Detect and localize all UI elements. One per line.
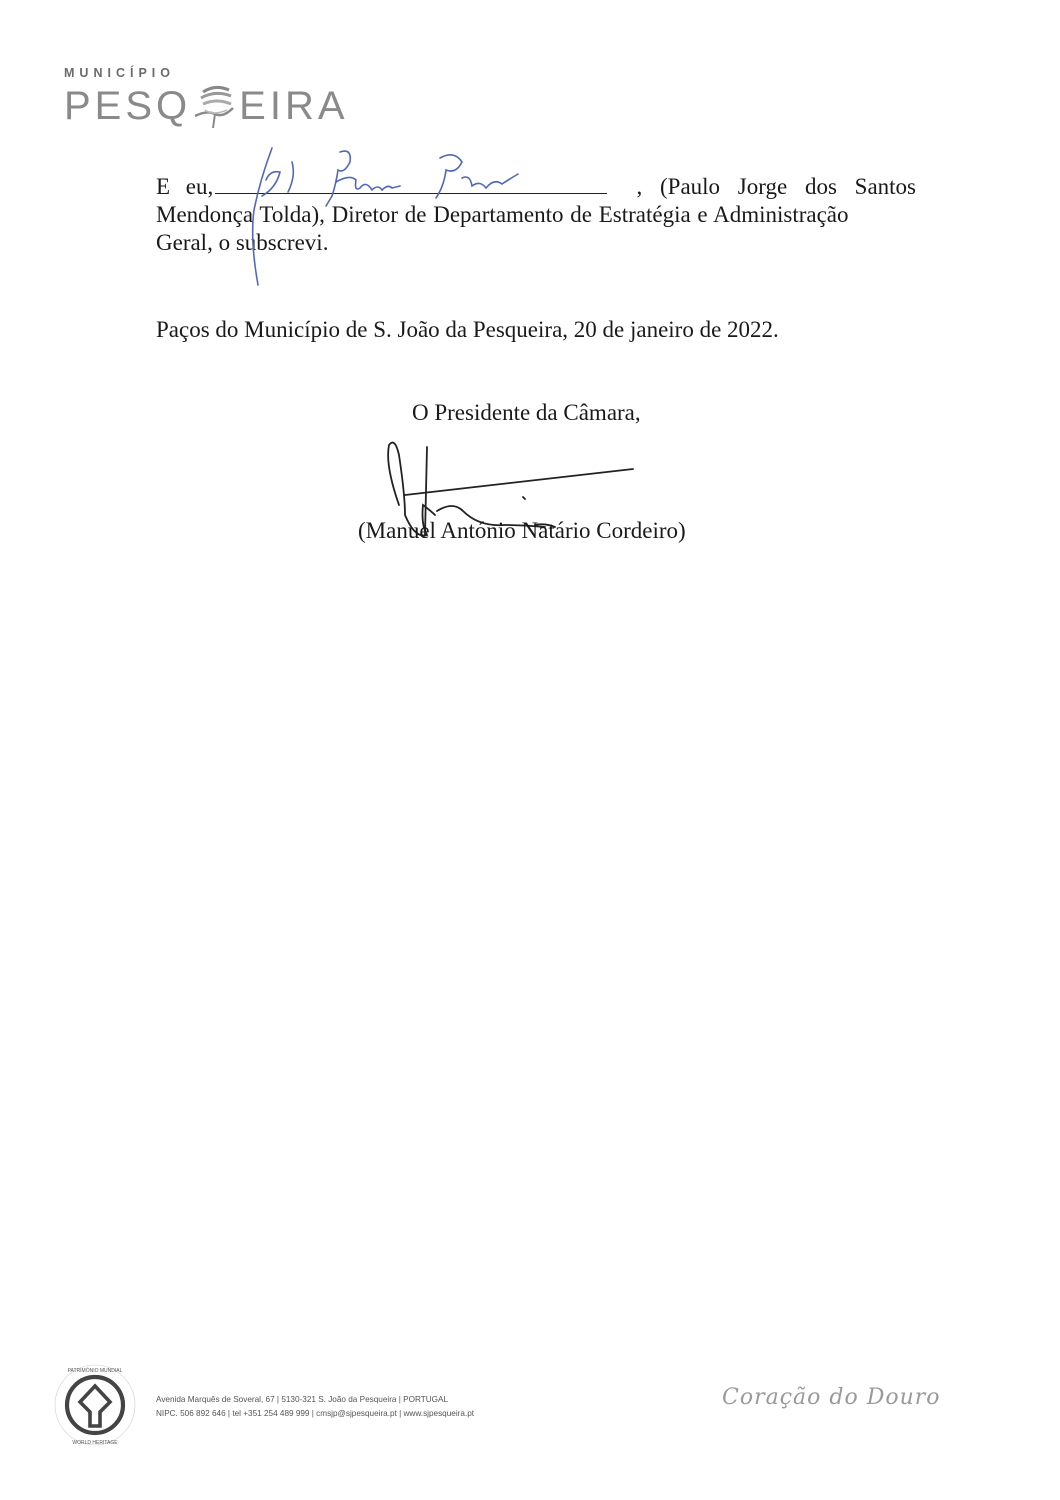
footer-slogan (722, 1385, 962, 1435)
logo-text-left: PESQ (64, 84, 192, 128)
municipality-logo (64, 66, 349, 130)
logo-emblem-icon (193, 82, 237, 130)
place-date: Paços do Município de S. João da Pesqueira, 20 de janeiro de 2022. (156, 317, 779, 342)
closing-title: O Presidente da Câmara, (412, 400, 641, 425)
logo-text-right: EIRA (239, 84, 349, 128)
signer-name: (Manuel António Natário Cordeiro) (358, 518, 686, 543)
director-signature (240, 140, 580, 290)
attestation-line3-text: Geral, o subscrevi. (156, 230, 329, 255)
logo-wordmark (64, 82, 349, 130)
attestation-prefix: E eu, (156, 174, 214, 199)
svg-text:WORLD HERITAGE: WORLD HERITAGE (72, 1440, 118, 1446)
attestation-line2-text: Mendonça Tolda), Diretor de Departamento de Estratégia e Administração (156, 202, 849, 227)
attestation-line1-end: , (Paulo Jorge dos Santos (636, 174, 916, 199)
logo-subtitle: MUNICÍPIO (64, 66, 175, 80)
footer-address: Avenida Marquês de Soveral, 67 | 5130-321 S. João da Pesqueira | PORTUGAL (156, 1395, 449, 1404)
slogan-text: Coração do Douro (722, 1385, 941, 1410)
world-heritage-seal-icon (52, 1362, 138, 1448)
footer-contacts: NIPC. 506 892 646 | tel +351 254 489 999 | cmsjp@sjpesqueira.pt | www.sjpesqueira.pt (156, 1409, 475, 1418)
svg-text:PATRIMÓNIO MUNDIAL: PATRIMÓNIO MUNDIAL (67, 1368, 123, 1374)
footer-contact-info (156, 1393, 474, 1421)
